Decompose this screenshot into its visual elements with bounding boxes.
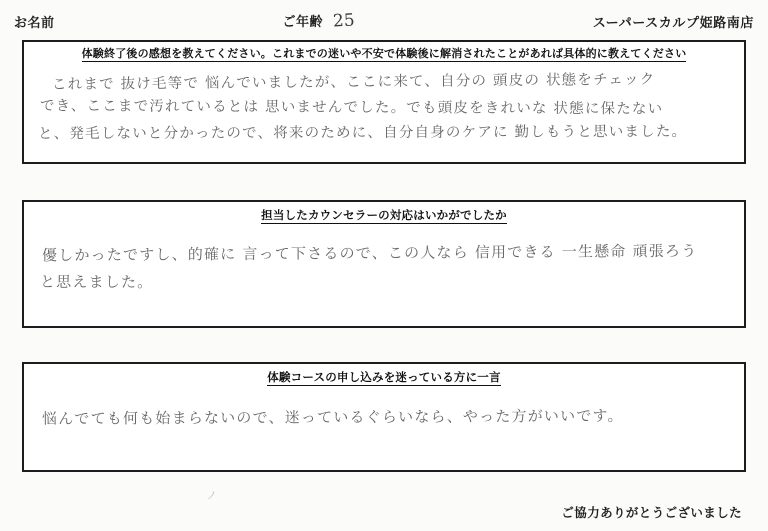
question-title-3: [24, 364, 744, 388]
answer-line: でき、ここまで汚れているとは 思いませんでした。でも頭皮をきれいな 状態に保たない: [39, 98, 664, 118]
age-value: 25: [332, 10, 356, 32]
answer-1: [24, 64, 744, 145]
answer-line: と、発毛しないと分かったので、将来のために、自分自身のケアに 勤しもうと思いました。: [37, 124, 688, 143]
thanks-note: ご協力ありがとうございました: [561, 505, 742, 520]
age-field[interactable]: [283, 11, 355, 31]
question-title-1-text: 体験終了後の感想を教えてください。これまでの迷いや不安で体験後に解消されたことがあれば具体的に教えてください: [81, 47, 687, 60]
age-label: ご年齢: [282, 15, 324, 30]
question-title-1: [24, 42, 744, 64]
answer-line: これまで 抜け毛等で 悩んでいましたが、ここに来て、自分の 頭皮の 状態をチェック: [51, 72, 656, 94]
question-box-2: [22, 200, 746, 328]
question-title-2-text: 担当したカウンセラーの対応はいかがでしたか: [261, 208, 507, 222]
answer-line: 悩んでても何も始まらないので、迷っているぐらいなら、やった方がいいです。: [41, 406, 624, 428]
name-field[interactable]: [61, 12, 231, 30]
answer-line: 優しかったですし、的確に 言って下さるので、この人なら 信用できる 一生懸命 頑張ろう: [41, 241, 698, 265]
question-box-1: [22, 40, 746, 164]
answer-2: [24, 226, 744, 298]
form-header: [14, 8, 754, 34]
name-label: お名前: [14, 15, 55, 31]
question-title-3-text: 体験コースの申し込みを迷っている方に一言: [267, 370, 501, 384]
question-title-2: [24, 202, 744, 226]
answer-3: [24, 388, 744, 432]
answer-line: と思えました。: [39, 272, 154, 292]
pencil-mark: ノ: [206, 489, 217, 502]
question-box-3: [22, 362, 746, 472]
shop-name: スーパースカルプ姫路南店: [592, 15, 754, 31]
